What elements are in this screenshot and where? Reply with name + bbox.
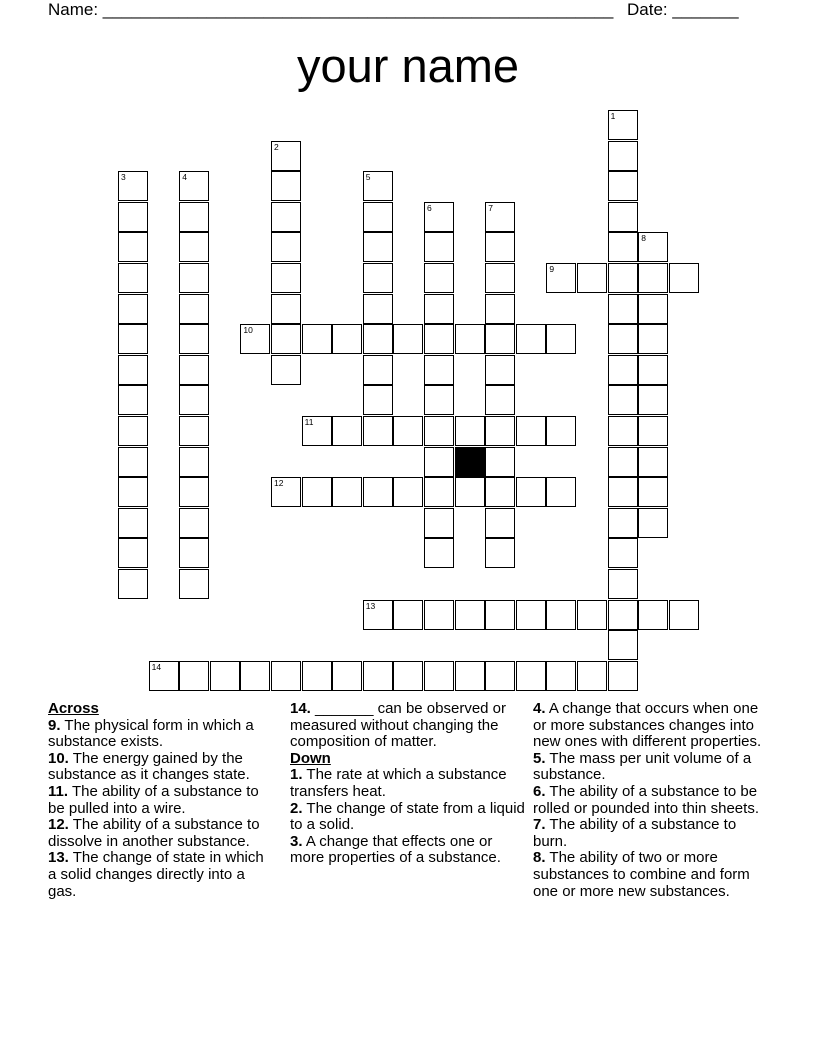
crossword-cell[interactable] [118,232,148,262]
crossword-cell[interactable] [393,600,423,630]
clue-down-3 [290,834,526,867]
clue-text: The ability of two or more substances to combine and form one or more new substances. [533,849,750,900]
crossword-cell[interactable] [118,324,148,354]
clues-column-2 [290,701,526,867]
crossword-cell[interactable] [638,324,668,354]
crossword-cell[interactable] [393,416,423,446]
crossword-cell[interactable] [638,263,668,293]
crossword-cell[interactable] [424,538,454,568]
clue-across-10 [48,751,276,784]
crossword-cell[interactable] [118,508,148,538]
crossword-cell[interactable] [485,263,515,293]
black-square [455,447,485,477]
crossword-cell[interactable] [516,324,546,354]
crossword-cell[interactable] [608,416,638,446]
crossword-cell[interactable] [608,294,638,324]
crossword-cell[interactable] [363,385,393,415]
clue-number: 7. [533,816,546,834]
crossword-cell[interactable] [118,416,148,446]
crossword-cell[interactable] [424,263,454,293]
clue-number: 3. [290,832,303,850]
crossword-cell[interactable] [179,508,209,538]
crossword-cell[interactable] [393,477,423,507]
clue-number: 12. [48,816,69,834]
cell-number: 1 [610,111,616,121]
clue-text: The ability of a substance to burn. [533,816,737,850]
crossword-cell[interactable] [271,171,301,201]
clues-column-3 [533,701,768,900]
clue-text: The change of state from a liquid to a solid. [290,799,525,834]
crossword-cell[interactable] [332,477,362,507]
name-field-label: Name: ______________________________________________________ [48,0,614,19]
clue-across-9 [48,718,276,751]
crossword-cell[interactable] [363,600,393,630]
crossword-cell[interactable] [363,661,393,691]
crossword-cell[interactable] [179,447,209,477]
crossword-cell[interactable] [608,538,638,568]
cell-number: 2 [274,141,279,152]
crossword-cell[interactable] [271,141,301,171]
clue-across-12 [48,817,276,850]
crossword-cell[interactable] [577,600,607,630]
crossword-cell[interactable] [179,569,209,599]
crossword-cell[interactable] [455,661,485,691]
clue-text: The energy gained by the substance as it changes state. [48,749,250,784]
across-heading: Across [48,700,99,717]
cell-number: 14 [151,661,162,672]
clue-across-11 [48,784,276,817]
crossword-cell[interactable] [669,600,699,630]
cell-number: 12 [274,478,284,489]
clue-number: 13. [48,849,69,867]
crossword-cell[interactable] [179,294,209,324]
crossword-cell[interactable] [608,202,638,232]
crossword-cell[interactable] [271,232,301,262]
cell-number: 3 [121,172,126,183]
crossword-cell[interactable] [179,232,209,262]
crossword-cell[interactable] [118,202,148,232]
clue-down-2 [290,801,526,834]
crossword-cell[interactable] [179,661,209,691]
crossword-cell[interactable] [485,294,515,324]
crossword-cell[interactable] [608,385,638,415]
crossword-cell[interactable] [424,477,454,507]
crossword-cell[interactable] [608,630,638,660]
crossword-cell[interactable] [271,202,301,232]
crossword-cell[interactable] [485,538,515,568]
crossword-cell[interactable] [332,416,362,446]
clue-text: The change of state in which a solid changes directly into a gas. [48,849,264,900]
crossword-cell[interactable] [179,385,209,415]
crossword-cell[interactable] [118,263,148,293]
crossword-cell[interactable] [546,661,576,691]
clue-number: 11. [48,782,69,800]
crossword-cell[interactable] [485,508,515,538]
crossword-cell[interactable] [608,600,638,630]
crossword-cell[interactable] [608,141,638,171]
crossword-cell[interactable] [424,416,454,446]
crossword-cell[interactable] [302,477,332,507]
clue-text: The ability of a substance to be rolled or pounded into thin sheets. [533,782,759,817]
clue-across-14 [290,701,526,751]
crossword-cell[interactable] [485,202,515,232]
clue-text: The ability of a substance to dissolve in another substance. [48,816,260,850]
crossword-cell[interactable] [240,661,270,691]
crossword-cell[interactable] [424,661,454,691]
clue-down-1 [290,767,526,800]
crossword-cell[interactable] [179,477,209,507]
crossword-cell[interactable] [608,569,638,599]
crossword-cell[interactable] [179,416,209,446]
clue-text: The rate at which a substance transfers heat. [290,766,507,800]
clue-number: 5. [533,749,546,767]
clue-number: 4. [533,700,546,717]
crossword-cell[interactable] [424,324,454,354]
crossword-cell[interactable] [608,324,638,354]
crossword-cell[interactable] [485,416,515,446]
crossword-cell[interactable] [485,324,515,354]
crossword-cell[interactable] [638,294,668,324]
crossword-cell[interactable] [363,477,393,507]
crossword-cell[interactable] [485,447,515,477]
clue-down-5 [533,751,768,784]
crossword-cell[interactable] [118,569,148,599]
crossword-cell[interactable] [546,600,576,630]
crossword-cell[interactable] [271,661,301,691]
crossword-cell[interactable] [608,110,638,140]
crossword-cell[interactable] [271,355,301,385]
crossword-cell[interactable] [577,263,607,293]
crossword-cell[interactable] [363,416,393,446]
crossword-cell[interactable] [302,661,332,691]
crossword-cell[interactable] [485,600,515,630]
crossword-cell[interactable] [638,232,668,262]
crossword-cell[interactable] [546,477,576,507]
crossword-cell[interactable] [118,355,148,385]
crossword-cell[interactable] [271,477,301,507]
clue-number: 6. [533,782,546,800]
crossword-cell[interactable] [118,447,148,477]
cell-number: 9 [549,264,555,274]
crossword-cell[interactable] [271,294,301,324]
crossword-cell[interactable] [118,477,148,507]
crossword-cell[interactable] [424,355,454,385]
clue-text: _______ can be observed or measured without changing the composition of matter. [290,700,507,751]
crossword-cell[interactable] [363,355,393,385]
crossword-cell[interactable] [455,324,485,354]
crossword-cell[interactable] [608,355,638,385]
crossword-cell[interactable] [546,263,576,293]
crossword-cell[interactable] [424,232,454,262]
crossword-cell[interactable] [424,385,454,415]
cell-number: 10 [243,325,253,336]
crossword-cell[interactable] [179,538,209,568]
crossword-cell[interactable] [638,600,668,630]
clue-down-8 [533,850,768,900]
crossword-cell[interactable] [455,477,485,507]
crossword-cell[interactable] [516,661,546,691]
crossword-cell[interactable] [302,416,332,446]
crossword-cell[interactable] [608,508,638,538]
crossword-cell[interactable] [149,661,179,691]
crossword-cell[interactable] [638,355,668,385]
crossword-cell[interactable] [455,416,485,446]
crossword-cell[interactable] [638,477,668,507]
clue-text: The mass per unit volume of a substance. [533,749,752,784]
crossword-cell[interactable] [332,661,362,691]
crossword-cell[interactable] [363,294,393,324]
crossword-cell[interactable] [424,202,454,232]
clue-text: A change that effects one or more properties of a substance. [290,832,501,867]
crossword-cell[interactable] [485,232,515,262]
clue-down-6 [533,784,768,817]
crossword-cell[interactable] [608,447,638,477]
crossword-cell[interactable] [363,232,393,262]
crossword-cell[interactable] [179,355,209,385]
crossword-cell[interactable] [302,324,332,354]
crossword-cell[interactable] [179,324,209,354]
crossword-cell[interactable] [546,324,576,354]
crossword-cell[interactable] [424,294,454,324]
crossword-cell[interactable] [179,171,209,201]
cell-number: 5 [365,172,371,183]
crossword-cell[interactable] [608,263,638,293]
crossword-cell[interactable] [271,324,301,354]
page-title: your name [296,39,520,92]
date-field-label: Date: _______ [627,0,739,19]
crossword-cell[interactable] [608,232,638,262]
clue-down-7 [533,817,768,850]
crossword-cell[interactable] [485,661,515,691]
crossword-cell[interactable] [455,600,485,630]
crossword-cell[interactable] [485,477,515,507]
crossword-cell[interactable] [638,508,668,538]
crossword-cell[interactable] [118,171,148,201]
crossword-cell[interactable] [332,324,362,354]
crossword-cell[interactable] [363,202,393,232]
crossword-cell[interactable] [516,477,546,507]
crossword-cell[interactable] [638,447,668,477]
clue-down-4 [533,701,768,751]
crossword-cell[interactable] [363,263,393,293]
clues-column-1 [48,701,276,900]
cell-number: 6 [427,202,432,213]
crossword-cell[interactable] [424,447,454,477]
cell-number: 7 [488,202,493,213]
crossword-cell[interactable] [516,416,546,446]
crossword-cell[interactable] [210,661,240,691]
down-heading: Down [290,749,331,767]
crossword-cell[interactable] [608,661,638,691]
crossword-cell[interactable] [118,294,148,324]
cell-number: 8 [641,233,646,244]
clue-text: The physical form in which a substance exists. [48,716,254,751]
crossword-cell[interactable] [638,385,668,415]
crossword-cell[interactable] [424,600,454,630]
cell-number: 11 [304,417,314,427]
cell-number: 13 [365,600,376,611]
crossword-cell[interactable] [485,385,515,415]
crossword-cell[interactable] [516,600,546,630]
crossword-cell[interactable] [363,171,393,201]
crossword-cell[interactable] [424,508,454,538]
clue-number: 2. [290,799,303,817]
clue-number: 14. [290,700,311,717]
crossword-cell[interactable] [271,263,301,293]
crossword-cell[interactable] [393,324,423,354]
crossword-cell[interactable] [393,661,423,691]
crossword-cell[interactable] [363,324,393,354]
clue-text: The ability of a substance to be pulled into a wire. [48,782,259,817]
crossword-cell[interactable] [179,202,209,232]
crossword-cell[interactable] [577,661,607,691]
cell-number: 4 [182,172,187,183]
crossword-cell[interactable] [638,416,668,446]
crossword-cell[interactable] [179,263,209,293]
crossword-cell[interactable] [118,385,148,415]
crossword-cell[interactable] [546,416,576,446]
clue-number: 1. [290,766,303,784]
crossword-cell[interactable] [240,324,270,354]
crossword-cell[interactable] [669,263,699,293]
crossword-cell[interactable] [608,171,638,201]
clue-number: 8. [533,849,546,867]
clue-text: A change that occurs when one or more substances changes into new ones with different properties. [533,700,762,751]
crossword-cell[interactable] [118,538,148,568]
crossword-cell[interactable] [608,477,638,507]
clue-number: 9. [48,716,61,734]
crossword-cell[interactable] [485,355,515,385]
clue-number: 10. [48,749,69,767]
clue-across-13 [48,850,276,900]
